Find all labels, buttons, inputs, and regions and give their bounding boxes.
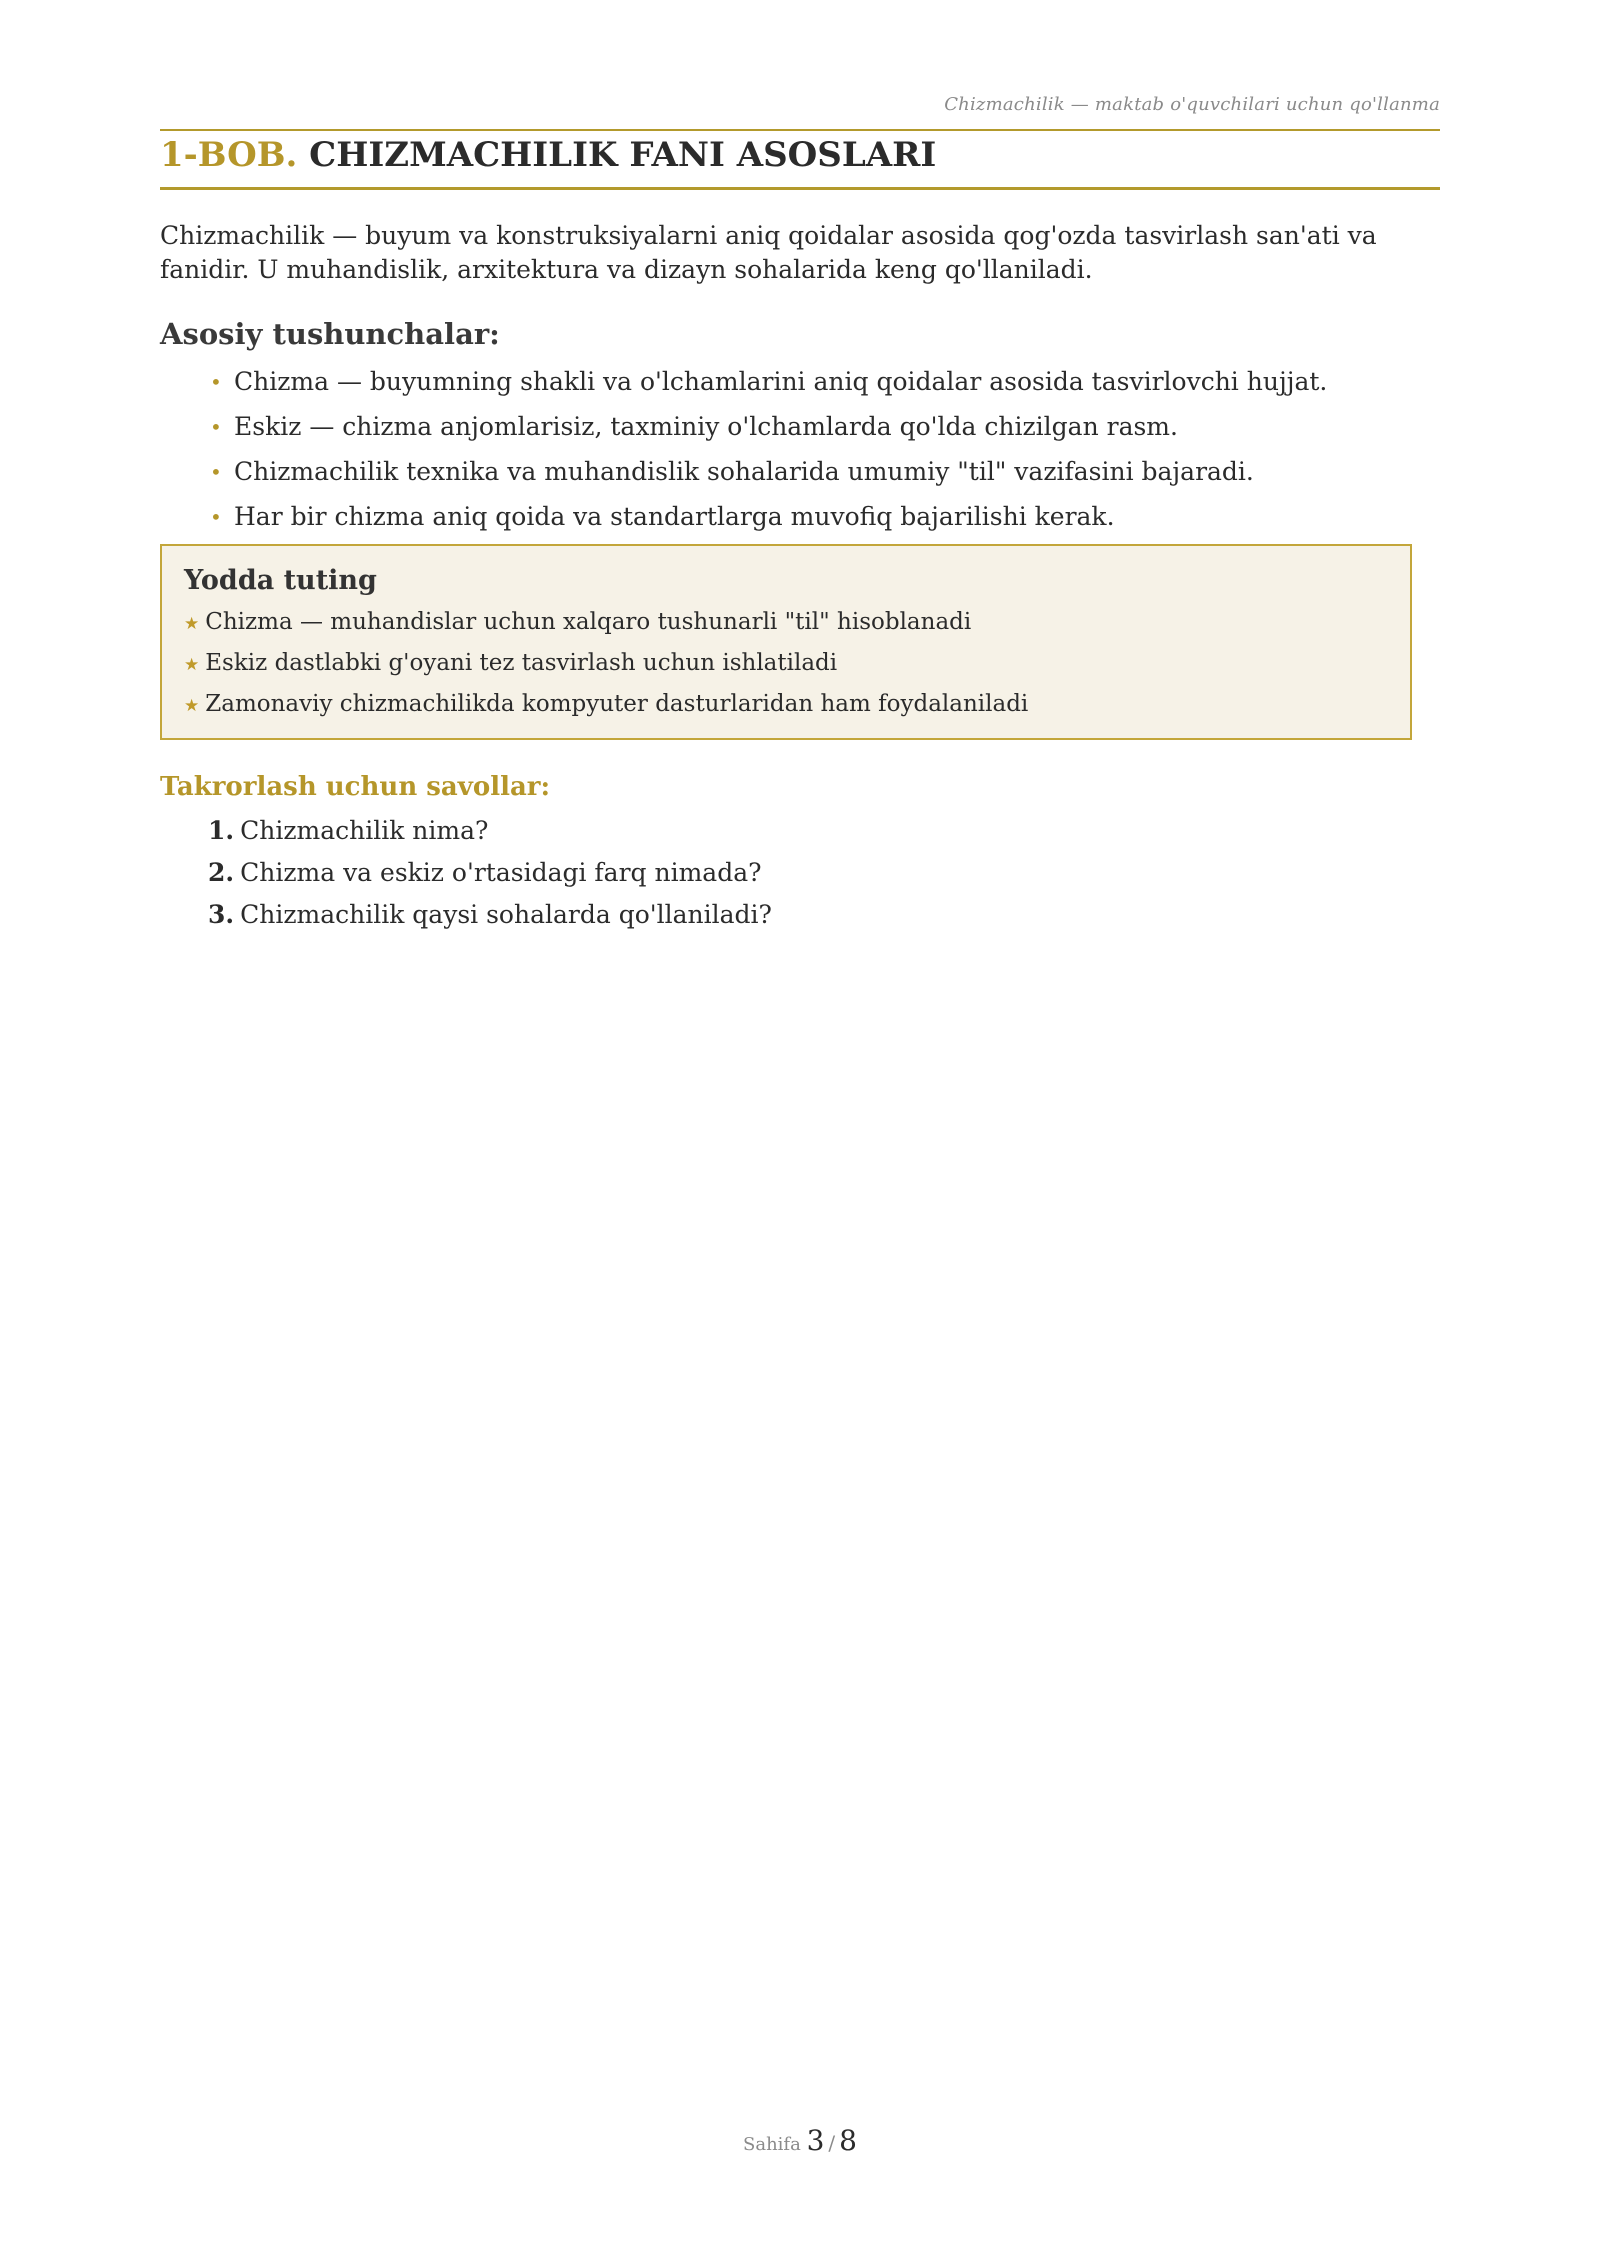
list-item (184, 649, 1028, 680)
concept-list (208, 365, 1327, 545)
concept-text: Eskiz — chizma anjomlarisiz, taxminiy o'lchamlarda qo'lda chizilgan rasm. (234, 412, 1178, 441)
remember-callout-box (160, 544, 1412, 740)
question-number: 1. (208, 816, 235, 845)
page-label: Sahifa (743, 2134, 801, 2155)
document-page (160, 0, 1440, 2262)
intro-paragraph: Chizmachilik — buyum va konstruksiyalarni aniq qoidalar asosida qog'ozda tasvirlash san'ati va fanidir. U muhandislik, arxitektura va dizayn sohalarida keng qo'llaniladi. (160, 221, 1377, 284)
bullet-icon: • (210, 460, 222, 484)
bullet-icon: • (210, 505, 222, 529)
star-icon: ★ (184, 696, 200, 716)
chapter-name: CHIZMACHILIK FANI ASOSLARI (309, 135, 937, 175)
running-header: Chizmachilik — maktab o'quvchilari uchun qo'llanma (944, 94, 1440, 115)
question-number: 3. (208, 900, 235, 929)
list-item (184, 608, 1028, 639)
chapter-number: 1-BOB. (160, 135, 298, 175)
concept-text: Har bir chizma aniq qoida va standartlarga muvofiq bajarilishi kerak. (234, 502, 1115, 531)
concept-text: Chizma — buyumning shakli va o'lchamlarini aniq qoidalar asosida tasvirlovchi hujjat. (234, 367, 1328, 396)
list-item (208, 899, 772, 931)
bullet-icon: • (210, 415, 222, 439)
question-text: Chizma va eskiz o'rtasidagi farq nimada? (240, 858, 762, 887)
list-item (208, 455, 1327, 489)
page-footer (160, 2124, 1440, 2162)
page-separator: / (828, 2131, 836, 2155)
concepts-heading: Asosiy tushunchalar: (160, 317, 500, 351)
remember-list (184, 608, 1028, 731)
remember-text: Eskiz dastlabki g'oyani tez tasvirlash uchun ishlatiladi (205, 650, 838, 676)
bullet-icon: • (210, 370, 222, 394)
star-icon: ★ (184, 655, 200, 675)
remember-text: Zamonaviy chizmachilikda kompyuter dasturlaridan ham foydalaniladi (205, 691, 1029, 717)
list-item (208, 410, 1327, 444)
remember-text: Chizma — muhandislar uchun xalqaro tushunarli "til" hisoblanadi (205, 609, 972, 635)
remember-title: Yodda tuting (184, 565, 377, 596)
chapter-title (160, 136, 936, 174)
list-item (184, 690, 1028, 721)
star-icon: ★ (184, 614, 200, 634)
question-number: 2. (208, 858, 235, 887)
list-item (208, 500, 1327, 534)
question-text: Chizmachilik nima? (240, 816, 489, 845)
question-text: Chizmachilik qaysi sohalarda qo'llaniladi? (240, 900, 772, 929)
list-item (208, 857, 772, 889)
list-item (208, 815, 772, 847)
title-rule (160, 187, 1440, 190)
list-item (208, 365, 1327, 399)
total-pages-number: 8 (839, 2124, 857, 2157)
concept-text: Chizmachilik texnika va muhandislik sohalarida umumiy "til" vazifasini bajaradi. (234, 457, 1254, 486)
question-list (208, 815, 772, 941)
current-page-number: 3 (806, 2124, 825, 2157)
header-rule (160, 129, 1440, 131)
questions-heading: Takrorlash uchun savollar: (160, 772, 551, 802)
